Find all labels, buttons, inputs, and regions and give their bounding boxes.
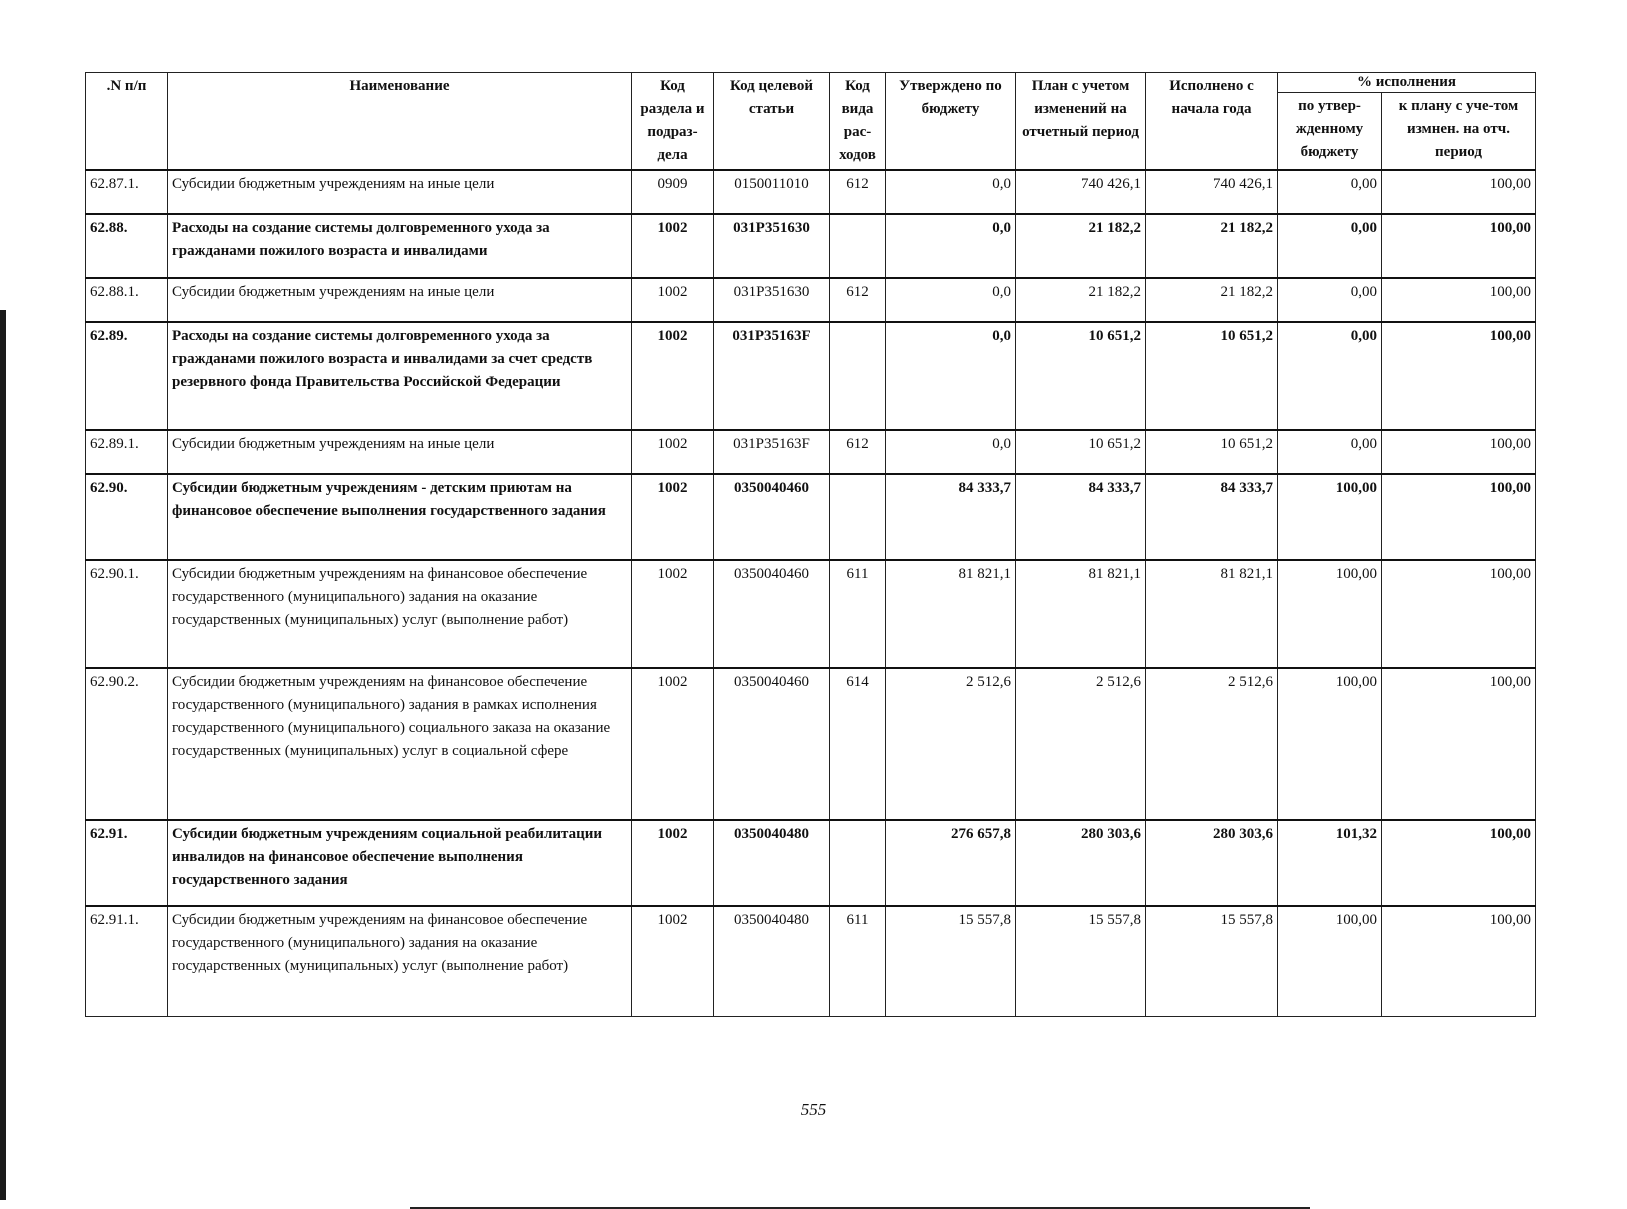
row-name: Субсидии бюджетным учреждениям на иные цели (168, 278, 632, 322)
row-name: Субсидии бюджетным учреждениям - детским приютам на финансовое обеспечение выполнения государственного задания (168, 474, 632, 560)
row-pct-approved: 100,00 (1278, 668, 1382, 820)
row-plan: 280 303,6 (1016, 820, 1146, 906)
row-approved: 84 333,7 (886, 474, 1016, 560)
header-num: .N п/п (86, 73, 168, 171)
row-pct-approved: 0,00 (1278, 430, 1382, 474)
row-number: 62.87.1. (86, 170, 168, 214)
header-plan: План с учетом изменений на отчетный период (1016, 73, 1146, 171)
row-target-code: 031P351630 (714, 278, 830, 322)
header-pct-approved: по утвер-жденному бюджету (1278, 92, 1382, 170)
row-name: Субсидии бюджетным учреждениям социальной реабилитации инвалидов на финансовое обеспечение выполнения государственного задания (168, 820, 632, 906)
row-expense-kind: 612 (830, 430, 886, 474)
header-executed: Исполнено с начала года (1146, 73, 1278, 171)
header-pct-group: % исполнения (1278, 73, 1536, 93)
row-pct-plan: 100,00 (1382, 214, 1536, 278)
row-executed: 21 182,2 (1146, 214, 1278, 278)
row-number: 62.91. (86, 820, 168, 906)
row-pct-plan: 100,00 (1382, 820, 1536, 906)
row-executed: 280 303,6 (1146, 820, 1278, 906)
row-executed: 2 512,6 (1146, 668, 1278, 820)
table-row (86, 278, 1536, 322)
row-approved: 0,0 (886, 322, 1016, 430)
row-pct-plan: 100,00 (1382, 668, 1536, 820)
row-target-code: 0350040460 (714, 560, 830, 668)
row-pct-plan: 100,00 (1382, 560, 1536, 668)
row-plan: 2 512,6 (1016, 668, 1146, 820)
row-expense-kind: 612 (830, 170, 886, 214)
table-row (86, 322, 1536, 430)
row-section-code: 1002 (632, 214, 714, 278)
row-executed: 81 821,1 (1146, 560, 1278, 668)
row-section-code: 1002 (632, 906, 714, 1016)
row-pct-approved: 0,00 (1278, 322, 1382, 430)
row-target-code: 031P351630 (714, 214, 830, 278)
row-pct-plan: 100,00 (1382, 906, 1536, 1016)
row-section-code: 1002 (632, 322, 714, 430)
row-executed: 84 333,7 (1146, 474, 1278, 560)
row-section-code: 1002 (632, 278, 714, 322)
row-plan: 21 182,2 (1016, 278, 1146, 322)
row-approved: 0,0 (886, 430, 1016, 474)
row-pct-approved: 100,00 (1278, 474, 1382, 560)
row-approved: 0,0 (886, 214, 1016, 278)
row-name: Расходы на создание системы долговременного ухода за гражданами пожилого возраста и инвалидами (168, 214, 632, 278)
row-expense-kind: 612 (830, 278, 886, 322)
table-row (86, 560, 1536, 668)
row-plan: 81 821,1 (1016, 560, 1146, 668)
row-approved: 15 557,8 (886, 906, 1016, 1016)
row-section-code: 1002 (632, 430, 714, 474)
row-name: Субсидии бюджетным учреждениям на финансовое обеспечение государственного (муниципального) задания на оказание государственных (муниципальных) услуг (выполнение работ) (168, 560, 632, 668)
row-name: Субсидии бюджетным учреждениям на иные цели (168, 430, 632, 474)
row-plan: 15 557,8 (1016, 906, 1146, 1016)
row-target-code: 0350040460 (714, 668, 830, 820)
row-name: Субсидии бюджетным учреждениям на финансовое обеспечение государственного (муниципального) задания на оказание государственных (муниципальных) услуг (выполнение работ) (168, 906, 632, 1016)
row-number: 62.90.1. (86, 560, 168, 668)
row-pct-approved: 100,00 (1278, 560, 1382, 668)
row-approved: 0,0 (886, 170, 1016, 214)
header-pct-plan: к плану с уче-том измнен. на отч. период (1382, 92, 1536, 170)
row-section-code: 1002 (632, 474, 714, 560)
row-executed: 10 651,2 (1146, 322, 1278, 430)
row-target-code: 031P35163F (714, 322, 830, 430)
header-name: Наименование (168, 73, 632, 171)
row-number: 62.90.2. (86, 668, 168, 820)
row-target-code: 031P35163F (714, 430, 830, 474)
page-number: 555 (800, 1100, 827, 1119)
row-name: Субсидии бюджетным учреждениям на финансовое обеспечение государственного (муниципального) задания в рамках исполнения государственного (муниципального) социального заказа на оказание государственных (муниципальных) услуг в социальной сфере (168, 668, 632, 820)
row-executed: 15 557,8 (1146, 906, 1278, 1016)
row-approved: 0,0 (886, 278, 1016, 322)
table-row (86, 474, 1536, 560)
row-target-code: 0350040480 (714, 820, 830, 906)
row-plan: 10 651,2 (1016, 430, 1146, 474)
row-number: 62.91.1. (86, 906, 168, 1016)
row-section-code: 1002 (632, 560, 714, 668)
row-number: 62.88. (86, 214, 168, 278)
budget-execution-table (85, 72, 1536, 1017)
row-name: Расходы на создание системы долговременного ухода за гражданами пожилого возраста и инвалидами за счет средств резервного фонда Правительства Российской Федерации (168, 322, 632, 430)
row-expense-kind (830, 474, 886, 560)
row-number: 62.88.1. (86, 278, 168, 322)
row-expense-kind: 614 (830, 668, 886, 820)
row-expense-kind (830, 214, 886, 278)
row-pct-plan: 100,00 (1382, 474, 1536, 560)
row-expense-kind (830, 820, 886, 906)
scan-edge-bar (0, 310, 6, 1200)
row-target-code: 0150011010 (714, 170, 830, 214)
row-expense-kind: 611 (830, 560, 886, 668)
header-section-code: Код раздела и подраз-дела (632, 73, 714, 171)
row-pct-approved: 0,00 (1278, 214, 1382, 278)
row-pct-plan: 100,00 (1382, 322, 1536, 430)
row-plan: 740 426,1 (1016, 170, 1146, 214)
table-row (86, 430, 1536, 474)
row-name: Субсидии бюджетным учреждениям на иные цели (168, 170, 632, 214)
row-number: 62.90. (86, 474, 168, 560)
header-expense-kind: Код вида рас-ходов (830, 73, 886, 171)
header-approved: Утверждено по бюджету (886, 73, 1016, 171)
row-plan: 84 333,7 (1016, 474, 1146, 560)
row-approved: 276 657,8 (886, 820, 1016, 906)
row-pct-plan: 100,00 (1382, 278, 1536, 322)
table-row (86, 820, 1536, 906)
row-section-code: 1002 (632, 820, 714, 906)
row-target-code: 0350040460 (714, 474, 830, 560)
row-number: 62.89. (86, 322, 168, 430)
row-expense-kind: 611 (830, 906, 886, 1016)
row-target-code: 0350040480 (714, 906, 830, 1016)
row-executed: 21 182,2 (1146, 278, 1278, 322)
row-pct-plan: 100,00 (1382, 430, 1536, 474)
row-pct-approved: 100,00 (1278, 906, 1382, 1016)
row-pct-approved: 101,32 (1278, 820, 1382, 906)
row-pct-approved: 0,00 (1278, 278, 1382, 322)
table-row (86, 170, 1536, 214)
row-approved: 81 821,1 (886, 560, 1016, 668)
row-expense-kind (830, 322, 886, 430)
table-row (86, 668, 1536, 820)
row-approved: 2 512,6 (886, 668, 1016, 820)
row-plan: 10 651,2 (1016, 322, 1146, 430)
row-executed: 740 426,1 (1146, 170, 1278, 214)
table-row (86, 906, 1536, 1016)
row-pct-plan: 100,00 (1382, 170, 1536, 214)
table-row (86, 214, 1536, 278)
row-plan: 21 182,2 (1016, 214, 1146, 278)
row-section-code: 1002 (632, 668, 714, 820)
row-section-code: 0909 (632, 170, 714, 214)
row-number: 62.89.1. (86, 430, 168, 474)
row-executed: 10 651,2 (1146, 430, 1278, 474)
header-target-code: Код целевой статьи (714, 73, 830, 171)
header-row-top (86, 73, 1536, 93)
row-pct-approved: 0,00 (1278, 170, 1382, 214)
